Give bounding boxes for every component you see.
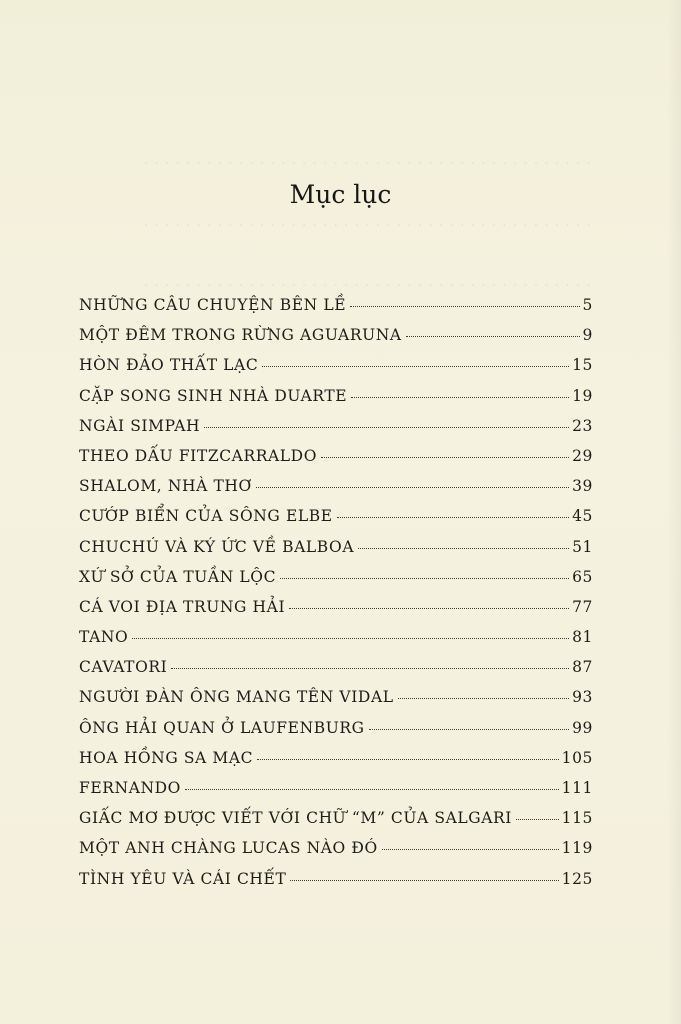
toc-entry <box>79 749 593 779</box>
toc-entry <box>79 870 593 900</box>
toc-dot-leader <box>290 880 558 881</box>
toc-entry <box>79 809 593 839</box>
toc-entry <box>79 387 593 417</box>
toc-entry-title: NGƯỜI ĐÀN ÔNG MANG TÊN VIDAL <box>79 688 394 707</box>
toc-entry-page-number: 93 <box>572 688 593 707</box>
toc-dot-leader <box>382 849 559 850</box>
toc-entry-page-number: 119 <box>561 839 593 858</box>
toc-entry-page-number: 111 <box>561 779 593 797</box>
toc-dot-leader <box>132 638 569 639</box>
toc-entry-title: CẶP SONG SINH NHÀ DUARTE <box>79 386 348 405</box>
toc-entry <box>79 839 593 869</box>
toc-entry-title: MỘT ANH CHÀNG LUCAS NÀO ĐÓ <box>79 839 378 858</box>
toc-entry <box>79 356 593 386</box>
toc-entry-page-number: 105 <box>561 748 593 767</box>
toc-dot-leader <box>289 608 569 609</box>
toc-entry <box>79 417 593 447</box>
toc-dot-leader <box>185 789 559 790</box>
toc-entry-title: CƯỚP BIỂN CỦA SÔNG ELBE <box>79 507 333 526</box>
toc-entry-page-number: 77 <box>572 597 593 616</box>
toc-entry <box>79 507 593 537</box>
toc-entry-page-number: 19 <box>572 386 593 405</box>
toc-entry-title: XỨ SỞ CỦA TUẦN LỘC <box>79 567 277 586</box>
toc-dot-leader <box>321 457 569 458</box>
toc-dot-leader <box>337 517 569 518</box>
toc-dot-leader <box>280 578 569 579</box>
toc-entry-page-number: 65 <box>572 567 593 586</box>
toc-entry-page-number: 29 <box>572 446 593 465</box>
toc-entry <box>79 538 593 568</box>
toc-entry-title: NHỮNG CÂU CHUYỆN BÊN LỀ <box>79 296 347 314</box>
toc-entry-title: TANO <box>79 628 129 647</box>
toc-dot-leader <box>257 759 559 760</box>
toc-entry-title: THEO DẤU FITZCARRALDO <box>79 446 318 465</box>
toc-dot-leader <box>350 306 579 307</box>
toc-entry <box>79 568 593 598</box>
toc-entry-title: GIẤC MƠ ĐƯỢC VIẾT VỚI CHỮ “M” CỦA SALGARI <box>79 809 513 828</box>
toc-entry <box>79 688 593 718</box>
toc-dot-leader <box>369 729 569 730</box>
toc-entry-title: TÌNH YÊU VÀ CÁI CHẾT <box>79 869 287 888</box>
bleed-through-text: . . . . . . . . . . . . . . . . . . . . . . . . . . . . . . . . . . . . . . . . . . . <box>143 212 591 230</box>
toc-entry-title: FERNANDO <box>79 779 181 797</box>
toc-entry-page-number: 5 <box>582 296 593 314</box>
bleed-through-text: . . . . . . . . . . . . . . . . . . . . . . . . . . . . . . . . . . . . . . . . . . . <box>143 150 591 168</box>
toc-entry <box>79 598 593 628</box>
toc-entry-title: CHUCHÚ VÀ KÝ ỨC VỀ BALBOA <box>79 537 355 556</box>
toc-entry-page-number: 9 <box>582 326 593 345</box>
toc-entry-page-number: 125 <box>561 869 593 888</box>
toc-entry-page-number: 81 <box>572 628 593 647</box>
toc-dot-leader <box>204 427 569 428</box>
toc-dot-leader <box>358 548 569 549</box>
toc-entry-page-number: 45 <box>572 507 593 526</box>
toc-dot-leader <box>171 668 569 669</box>
toc-entry <box>79 628 593 658</box>
toc-dot-leader <box>351 397 569 398</box>
toc-dot-leader <box>398 698 569 699</box>
toc-dot-leader <box>256 487 569 488</box>
toc-entry <box>79 447 593 477</box>
toc-entry <box>79 658 593 688</box>
toc-entry <box>79 326 593 356</box>
toc-entry-page-number: 51 <box>572 537 593 556</box>
toc-entry-title: ÔNG HẢI QUAN Ở LAUFENBURG <box>79 718 365 737</box>
toc-dot-leader <box>516 819 559 820</box>
toc-entry-page-number: 87 <box>572 658 593 677</box>
page-title: Mục lục <box>289 180 392 209</box>
toc-entry-title: MỘT ĐÊM TRONG RỪNG AGUARUNA <box>79 326 402 345</box>
toc-dot-leader <box>262 366 569 367</box>
table-of-contents <box>79 296 593 900</box>
toc-entry-page-number: 39 <box>572 477 593 496</box>
toc-entry-title: HOA HỒNG SA MẠC <box>79 748 254 767</box>
toc-entry <box>79 477 593 507</box>
toc-entry-page-number: 115 <box>561 809 593 828</box>
toc-entry <box>79 779 593 809</box>
toc-entry-title: HÒN ĐẢO THẤT LẠC <box>79 356 259 375</box>
toc-entry-page-number: 99 <box>572 718 593 737</box>
toc-entry-page-number: 23 <box>572 416 593 435</box>
bleed-through-text: . . . . . . . . . . . . . . . . . . . . . . . . . . . . . . . . . . . . . . . . . . . <box>143 272 591 290</box>
toc-entry-title: CAVATORI <box>79 658 168 677</box>
toc-entry <box>79 719 593 749</box>
toc-entry <box>79 296 593 326</box>
toc-entry-title: NGÀI SIMPAH <box>79 416 201 435</box>
toc-dot-leader <box>406 336 580 337</box>
page-edge-shadow <box>667 0 681 1024</box>
toc-entry-title: CÁ VOI ĐỊA TRUNG HẢI <box>79 597 286 616</box>
toc-entry-title: SHALOM, NHÀ THƠ <box>79 477 252 496</box>
toc-entry-page-number: 15 <box>572 356 593 375</box>
